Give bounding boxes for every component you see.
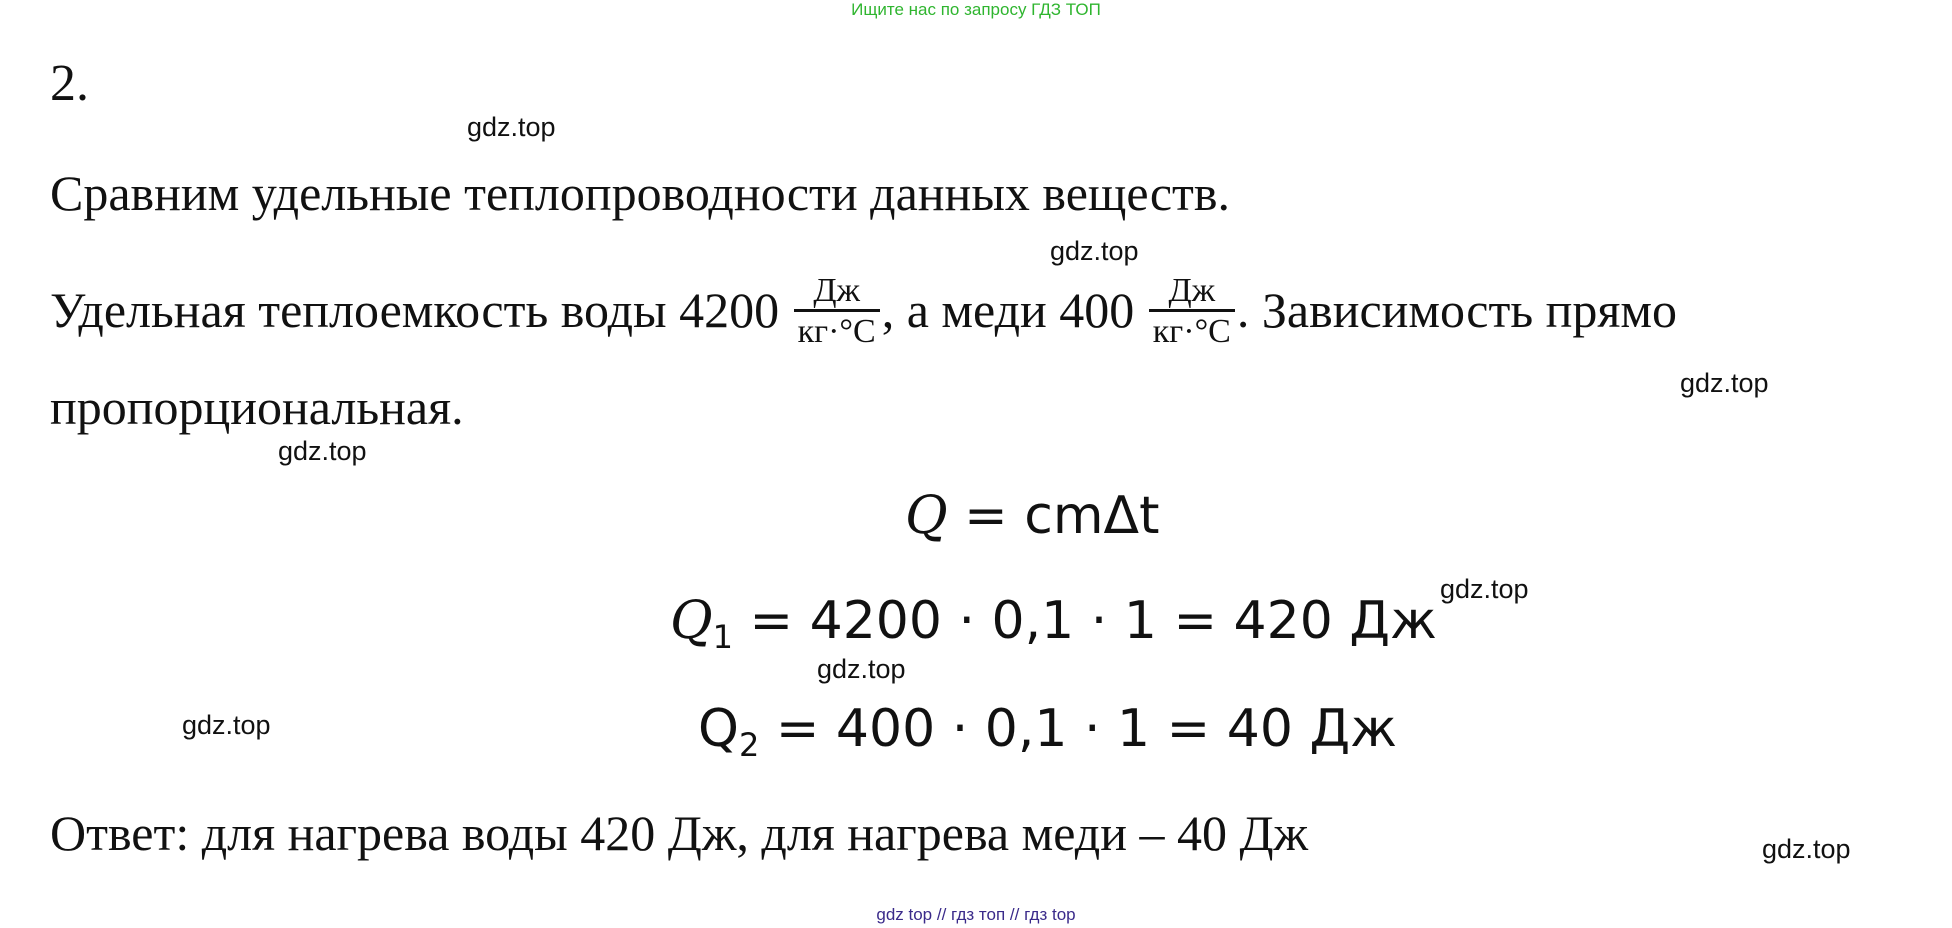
fraction-denominator: кг·°С — [1152, 313, 1231, 351]
watermark: gdz.top — [182, 710, 271, 740]
formula-rhs: = cmΔt — [964, 486, 1160, 546]
unit-fraction-water — [794, 272, 880, 351]
formula-q1 — [670, 591, 1437, 656]
footer-separator: // — [1009, 905, 1020, 924]
formula-subscript: 2 — [738, 726, 760, 764]
formula-lhs: Q — [905, 486, 948, 546]
fraction-numerator: Дж — [1149, 272, 1235, 312]
fraction-denominator: кг·°С — [797, 313, 876, 351]
formula-rhs: = 4200 · 0,1 · 1 = 420 Дж — [749, 591, 1437, 651]
unit-fraction-copper — [1149, 272, 1235, 351]
formula-heat — [905, 486, 1160, 546]
formula-rhs: = 400 · 0,1 · 1 = 40 Дж — [775, 699, 1397, 759]
fraction-numerator: Дж — [794, 272, 880, 312]
watermark: gdz.top — [1762, 834, 1851, 864]
heat-capacity-text-copper: , а меди 400 — [881, 282, 1135, 339]
formula-symbol: Q — [670, 591, 713, 651]
answer-text: Ответ: для нагрева воды 420 Дж, для нагрева меди – 40 Дж — [50, 805, 1309, 861]
top-banner: Ищите нас по запросу ГДЗ ТОП — [851, 0, 1101, 19]
watermark: gdz.top — [1440, 574, 1529, 604]
watermark: gdz.top — [278, 436, 367, 466]
footer-links — [0, 905, 1952, 925]
watermark: gdz.top — [467, 112, 556, 142]
watermark: gdz.top — [817, 654, 906, 684]
paragraph-heat-capacity — [50, 272, 1678, 355]
task-number: 2. — [50, 55, 89, 112]
watermark: gdz.top — [1680, 368, 1769, 398]
watermark: gdz.top — [1050, 236, 1139, 266]
footer-link-gdz-top-mixed[interactable]: гдз top — [1024, 905, 1076, 924]
dependency-text: . Зависимость прямо — [1236, 282, 1678, 339]
formula-symbol: Q — [698, 699, 739, 759]
formula-q2 — [698, 699, 1397, 764]
paragraph-proportional: пропорциональная. — [50, 379, 464, 435]
footer-link-gdz-top[interactable]: gdz top — [876, 905, 933, 924]
formula-subscript: 1 — [712, 618, 733, 656]
paragraph-compare: Сравним удельные теплопроводности данных веществ. — [50, 165, 1231, 221]
footer-separator: // — [936, 905, 947, 924]
footer-link-gdz-top-ru[interactable]: гдз топ — [951, 905, 1006, 924]
heat-capacity-text-water: Удельная теплоемкость воды 4200 — [50, 282, 780, 339]
